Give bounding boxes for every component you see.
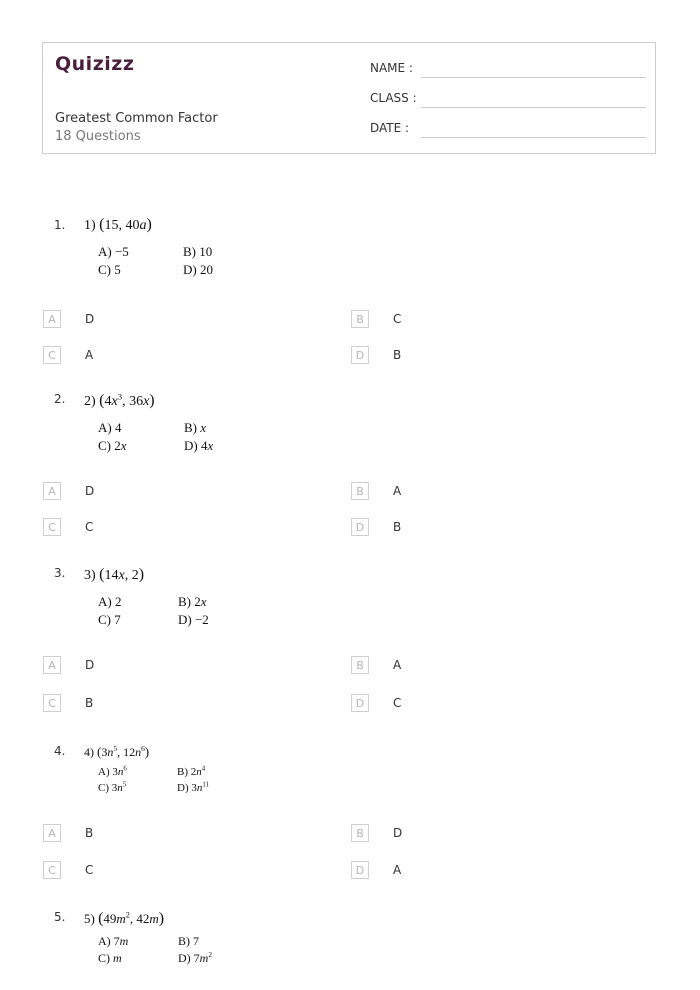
answer-choice-c[interactable]: [43, 694, 243, 714]
option-c: C) 5: [98, 262, 121, 277]
choice-text: B: [85, 826, 94, 840]
question-number: 1.: [54, 218, 66, 232]
choice-text: D: [85, 484, 95, 498]
question-stem: 5) ($49m^2$, 42m): [84, 910, 165, 927]
choice-letter-box: C: [43, 518, 61, 536]
option-d: D) $3n^{11}$: [177, 781, 209, 794]
choice-letter-box: B: [351, 310, 369, 328]
answer-choice-c[interactable]: [43, 861, 243, 881]
choice-letter-box: C: [43, 694, 61, 712]
choice-letter-box: A: [43, 482, 61, 500]
answer-choice-a[interactable]: [43, 824, 243, 844]
question-number: 2.: [54, 392, 66, 406]
date-label: DATE :: [370, 121, 410, 135]
choice-text: C: [85, 520, 94, 534]
choice-text: D: [85, 658, 95, 672]
option-a: A) −5: [98, 244, 129, 259]
class-field[interactable]: [370, 91, 646, 109]
option-b: B) x: [184, 420, 207, 435]
option-c: C) m: [98, 951, 122, 965]
choice-text: B: [85, 696, 94, 710]
choice-letter-box: D: [351, 694, 369, 712]
choice-text: C: [393, 696, 402, 710]
choice-letter-box: B: [351, 824, 369, 842]
option-a: A) 7m: [98, 934, 129, 948]
choice-letter-box: A: [43, 656, 61, 674]
answer-choice-a[interactable]: [43, 656, 243, 676]
answer-choice-d[interactable]: [351, 518, 551, 538]
stem-label: 4): [84, 745, 94, 759]
option-d: D) 20: [183, 262, 213, 277]
stem-label: 2): [84, 394, 96, 409]
question-number: 3.: [54, 566, 66, 580]
choice-letter-box: B: [351, 482, 369, 500]
name-label: NAME :: [370, 61, 413, 75]
option-b: B) 7: [178, 934, 199, 948]
name-line[interactable]: [421, 77, 646, 78]
answer-choice-b[interactable]: [351, 482, 551, 502]
stem-label: 1): [84, 218, 96, 233]
stem-label: 5): [84, 911, 95, 926]
worksheet-title: Greatest Common Factor: [55, 111, 218, 126]
option-c: C) 2x: [98, 438, 127, 453]
choice-text: C: [85, 863, 94, 877]
choice-text: A: [393, 658, 402, 672]
name-field[interactable]: [370, 61, 646, 79]
option-b: B) $2n^4$: [177, 765, 206, 778]
quizizz-logo: Quizizz: [55, 53, 135, 75]
option-d: D) 4x: [184, 438, 214, 453]
question-stem: 1) (15, 40a): [84, 216, 152, 233]
answer-choice-a[interactable]: [43, 482, 243, 502]
answer-choice-c[interactable]: [43, 518, 243, 538]
option-a: A) 2: [98, 594, 122, 609]
choice-letter-box: B: [351, 656, 369, 674]
date-field[interactable]: [370, 121, 646, 139]
question-stem: 4) ($3n^5$, $12n^6$): [84, 744, 150, 759]
class-label: CLASS :: [370, 91, 417, 105]
answer-choice-d[interactable]: [351, 346, 551, 366]
option-c: C) 7: [98, 612, 121, 627]
answer-choice-d[interactable]: [351, 861, 551, 881]
answer-choice-b[interactable]: [351, 310, 551, 330]
choice-letter-box: A: [43, 310, 61, 328]
answer-choice-b[interactable]: [351, 824, 551, 844]
stem-label: 3): [84, 568, 96, 583]
choice-letter-box: D: [351, 518, 369, 536]
class-line[interactable]: [421, 107, 646, 108]
option-d: D) −2: [178, 612, 209, 627]
option-b: B) 10: [183, 244, 213, 259]
choice-text: B: [393, 520, 402, 534]
question-count: 18 Questions: [55, 129, 141, 144]
choice-text: D: [393, 826, 403, 840]
option-a: A) $3n^6$: [98, 765, 127, 778]
worksheet-header: [42, 42, 656, 154]
option-b: B) 2x: [178, 594, 207, 609]
answer-choice-c[interactable]: [43, 346, 243, 366]
option-a: A) 4: [98, 420, 122, 435]
question-number: 4.: [54, 744, 66, 758]
choice-text: A: [393, 863, 402, 877]
answer-choice-b[interactable]: [351, 656, 551, 676]
question-stem: 2) ($4x^3$, 36x): [84, 391, 155, 409]
date-line[interactable]: [421, 137, 646, 138]
option-c: C) $3n^5$: [98, 781, 127, 794]
choice-text: D: [85, 312, 95, 326]
choice-text: A: [85, 348, 94, 362]
choice-text: C: [393, 312, 402, 326]
answer-choice-d[interactable]: [351, 694, 551, 714]
question-number: 5.: [54, 910, 66, 924]
choice-letter-box: C: [43, 861, 61, 879]
answer-choice-a[interactable]: [43, 310, 243, 330]
choice-letter-box: D: [351, 861, 369, 879]
option-d: D) $7m^2$: [178, 950, 213, 965]
choice-letter-box: C: [43, 346, 61, 364]
choice-text: B: [393, 348, 402, 362]
choice-letter-box: A: [43, 824, 61, 842]
choice-letter-box: D: [351, 346, 369, 364]
question-stem: 3) (14x, 2): [84, 566, 145, 583]
choice-text: A: [393, 484, 402, 498]
